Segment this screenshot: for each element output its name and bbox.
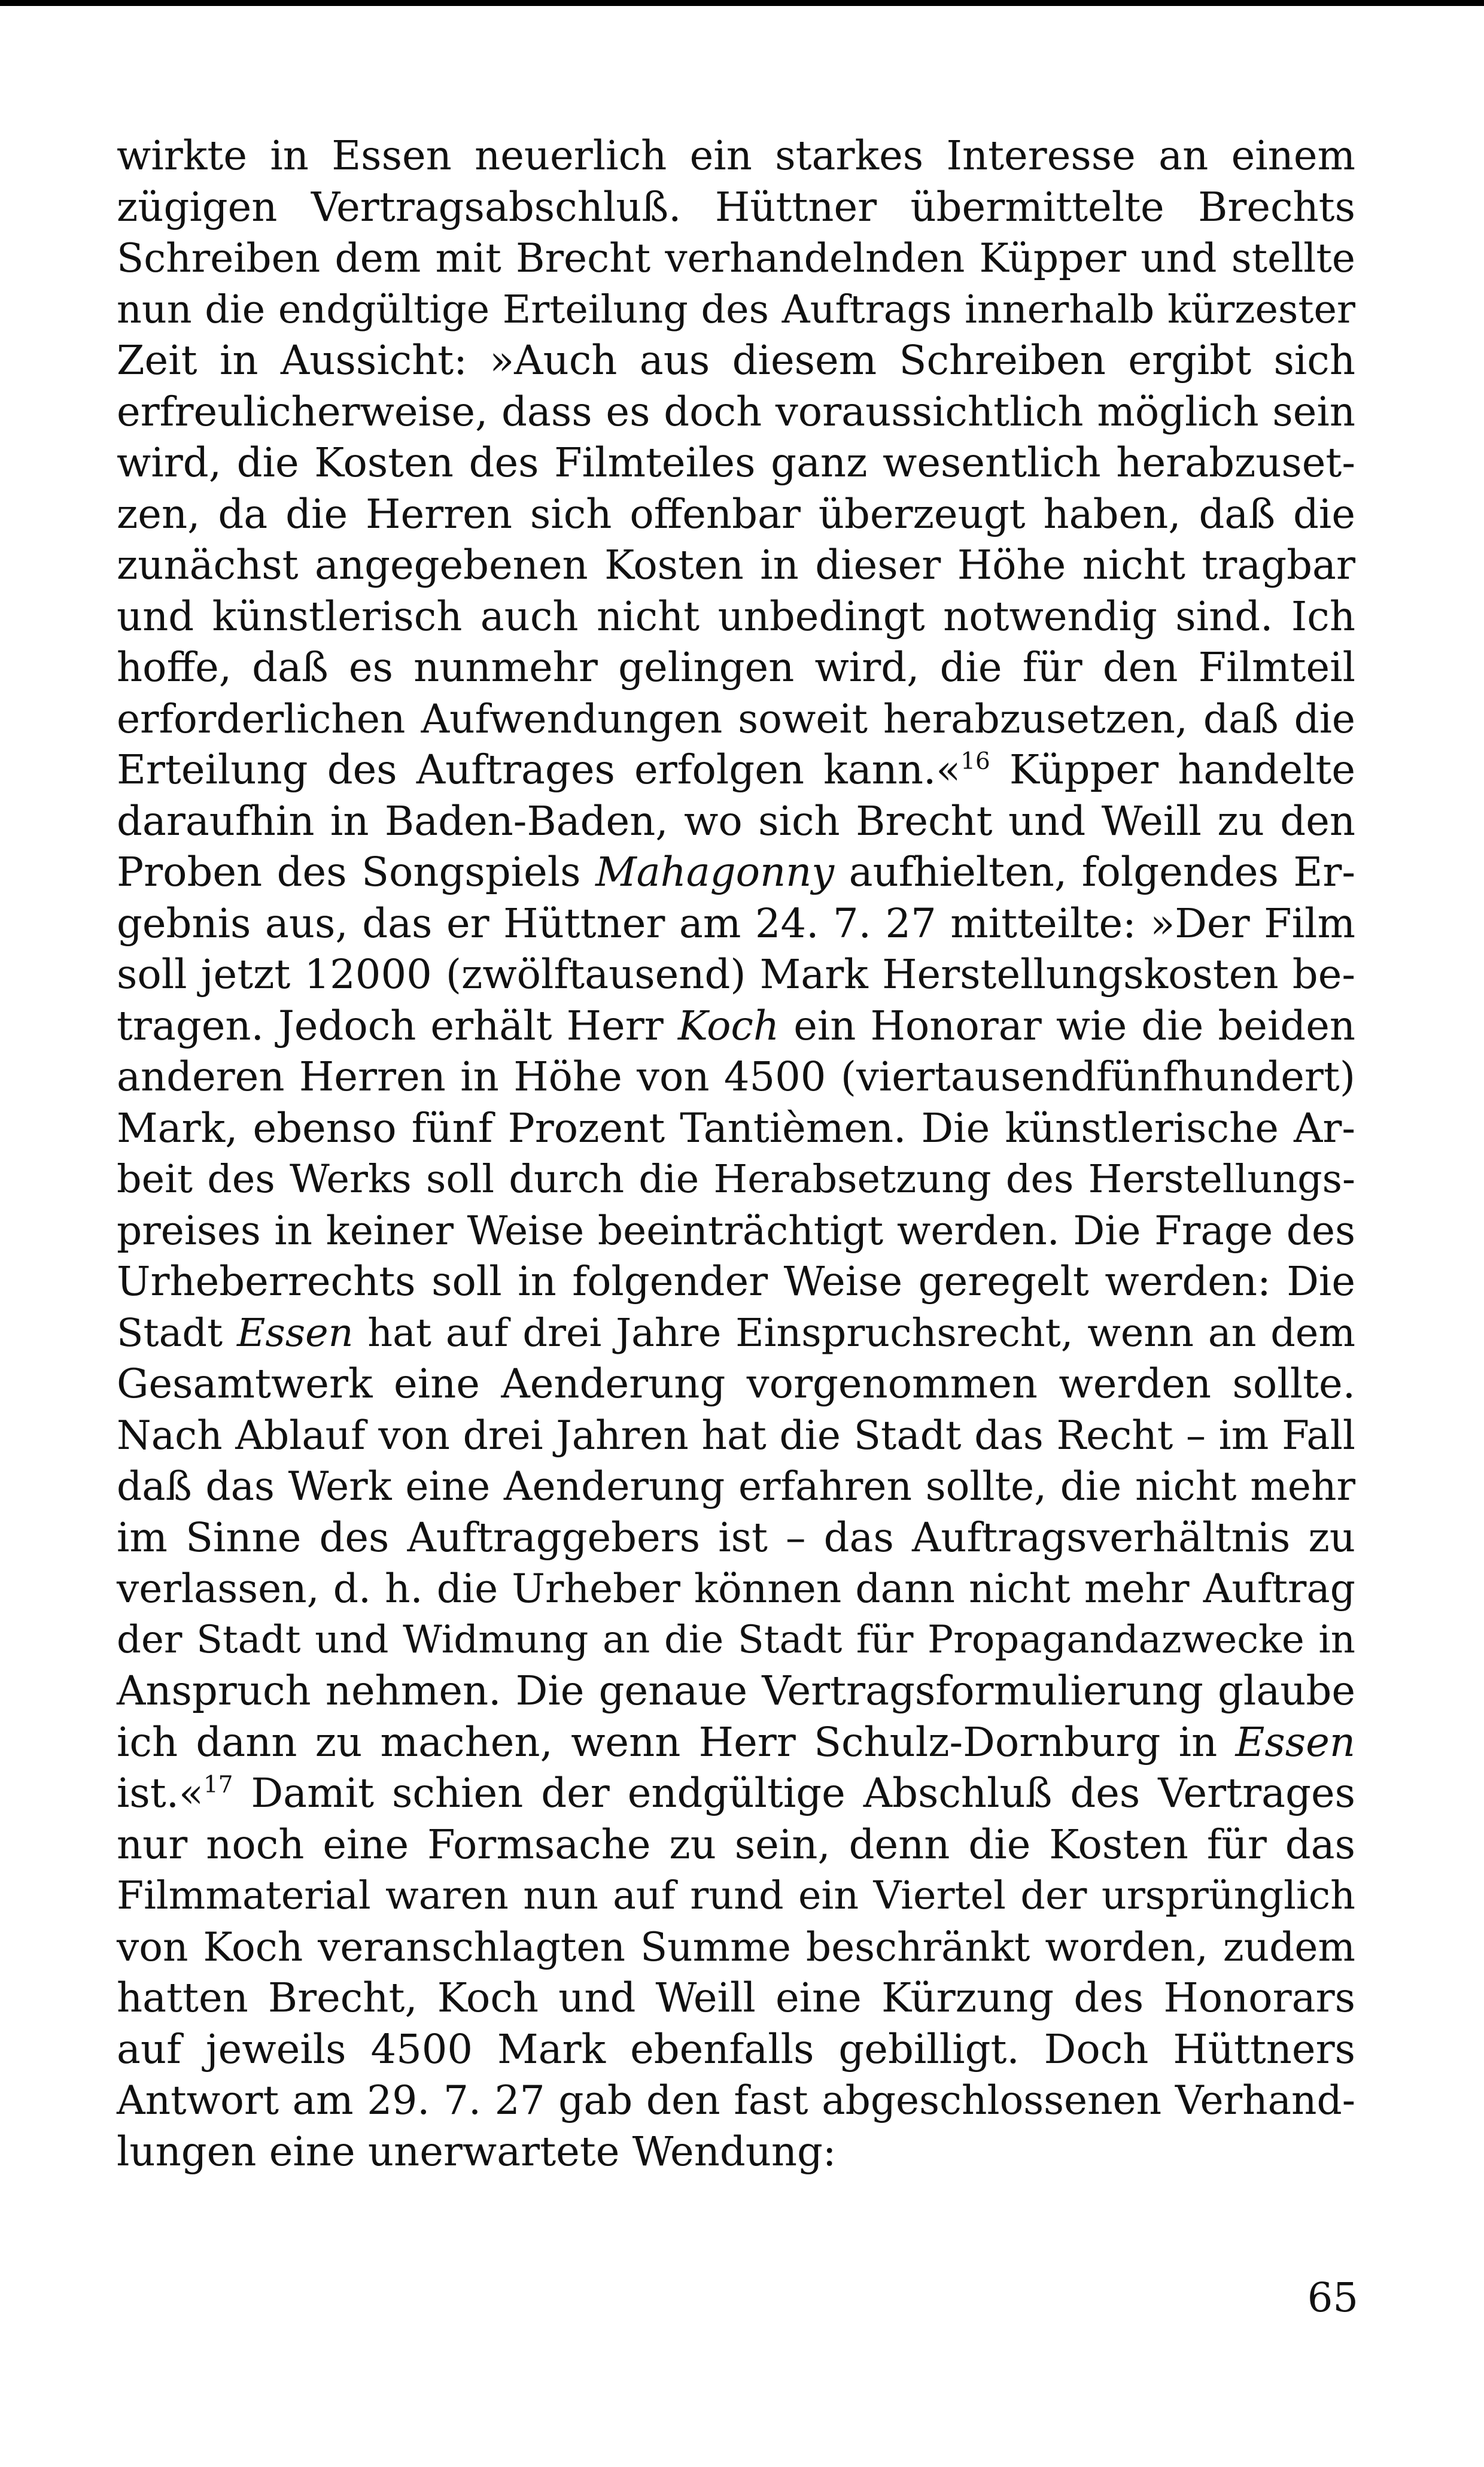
footnote-marker: 16 bbox=[960, 748, 990, 775]
text-segment: hat auf drei Jahre Einspruchsrecht, wenn an dem bbox=[353, 1310, 1356, 1356]
text-segment: Küpper handelte bbox=[990, 746, 1355, 793]
text-line: erfreulicherweise, dass es doch voraussichtlich möglich sein bbox=[117, 388, 1355, 435]
text-line: zen, da die Herren sich offenbar überzeugt haben, daß die bbox=[117, 490, 1355, 537]
text-line: verlassen, d. h. die Urheber können dann nicht mehr Auftrag bbox=[117, 1566, 1355, 1612]
text-line: anderen Herren in Höhe von 4500 (viertausendfünfhundert) bbox=[117, 1053, 1355, 1100]
text-line bbox=[117, 1308, 1355, 1359]
text-line: Gesamtwerk eine Aenderung vorgenommen werden sollte. bbox=[117, 1360, 1355, 1407]
body-text bbox=[117, 130, 1355, 2177]
text-line: wird, die Kosten des Filmteiles ganz wesentlich herabzuset- bbox=[117, 439, 1355, 486]
text-line: nur noch eine Formsache zu sein, denn die Kosten für das bbox=[117, 1821, 1355, 1868]
text-line: Nach Ablauf von drei Jahren hat die Stadt das Recht – im Fall bbox=[117, 1412, 1355, 1459]
text-line: daraufhin in Baden-Baden, wo sich Brecht und Weill zu den bbox=[117, 797, 1355, 844]
text-line: Anspruch nehmen. Die genaue Vertragsformulierung glaube bbox=[117, 1667, 1355, 1714]
text-line bbox=[117, 1717, 1355, 1769]
page-number: 65 bbox=[1307, 2274, 1358, 2321]
text-line: hatten Brecht, Koch und Weill eine Kürzung des Honorars bbox=[117, 1974, 1355, 2021]
text-line: nun die endgültige Erteilung des Auftrags innerhalb kürzester bbox=[117, 287, 1355, 332]
text-segment: ich dann zu machen, wenn Herr Schulz-Dornburg in bbox=[117, 1718, 1236, 1766]
text-line: preises in keiner Weise beeinträchtigt werden. Die Frage des bbox=[117, 1207, 1355, 1254]
text-line bbox=[117, 1768, 1355, 1819]
text-line: erforderlichen Aufwendungen soweit herabzusetzen, daß die bbox=[117, 695, 1355, 742]
text-segment: Erteilung des Auftrages erfolgen kann.« bbox=[117, 746, 961, 793]
text-line bbox=[117, 1001, 1355, 1052]
text-segment: Damit schien der endgültige Abschluß des Vertrages bbox=[233, 1770, 1355, 1816]
text-line: Schreiben dem mit Brecht verhandelnden Küpper und stellte bbox=[117, 235, 1355, 281]
text-line: daß das Werk eine Aenderung erfahren sollte, die nicht mehr bbox=[117, 1463, 1355, 1509]
italic-term: Mahagonny bbox=[595, 849, 835, 895]
text-line: Zeit in Aussicht: »Auch aus diesem Schreiben ergibt sich bbox=[117, 337, 1355, 384]
text-line: Urheberrechts soll in folgender Weise geregelt werden: Die bbox=[117, 1258, 1355, 1305]
text-line: im Sinne des Auftraggebers ist – das Auftragsverhältnis zu bbox=[117, 1514, 1355, 1561]
text-line: soll jetzt 12000 (zwölftausend) Mark Herstellungskosten be- bbox=[117, 951, 1355, 998]
text-line: Antwort am 29. 7. 27 gab den fast abgeschlossenen Verhand- bbox=[117, 2077, 1355, 2123]
text-segment: ist.« bbox=[117, 1770, 204, 1816]
text-line: Filmmaterial waren nun auf rund ein Viertel der ursprünglich bbox=[117, 1873, 1355, 1918]
top-border-rule bbox=[0, 0, 1484, 6]
italic-term: Essen bbox=[236, 1310, 354, 1356]
text-line: beit des Werks soll durch die Herabsetzung des Herstellungs- bbox=[117, 1157, 1355, 1202]
footnote-marker: 17 bbox=[203, 1771, 233, 1798]
text-line: Mark, ebenso fünf Prozent Tantièmen. Die künstlerische Ar- bbox=[117, 1104, 1355, 1152]
italic-term: Koch bbox=[677, 1002, 780, 1049]
text-line: zügigen Vertragsabschluß. Hüttner übermittelte Brechts bbox=[117, 183, 1355, 230]
italic-term: Essen bbox=[1235, 1718, 1355, 1766]
text-line: wirkte in Essen neuerlich ein starkes Interesse an einem bbox=[117, 132, 1355, 179]
text-line bbox=[117, 745, 1355, 796]
text-line: zunächst angegebenen Kosten in dieser Höhe nicht tragbar bbox=[117, 542, 1355, 588]
text-segment: Stadt bbox=[117, 1310, 237, 1356]
text-line: der Stadt und Widmung an die Stadt für Propagandazwecke in bbox=[117, 1617, 1355, 1662]
text-segment: tragen. Jedoch erhält Herr bbox=[117, 1002, 678, 1049]
text-line: auf jeweils 4500 Mark ebenfalls gebilligt. Doch Hüttners bbox=[117, 2025, 1355, 2073]
text-line: lungen eine unerwartete Wendung: bbox=[117, 2128, 837, 2175]
text-line: gebnis aus, das er Hüttner am 24. 7. 27 mitteilte: »Der Film bbox=[117, 900, 1355, 947]
text-line: hoffe, daß es nunmehr gelingen wird, die für den Filmteil bbox=[117, 644, 1355, 691]
text-line: und künstlerisch auch nicht unbedingt notwendig sind. Ich bbox=[117, 593, 1355, 640]
text-segment: aufhielten, folgendes Er- bbox=[834, 849, 1356, 895]
text-line: von Koch veranschlagten Summe beschränkt worden, zudem bbox=[117, 1924, 1355, 1970]
text-segment: Proben des Songspiels bbox=[117, 849, 596, 895]
text-segment: ein Honorar wie die beiden bbox=[779, 1002, 1356, 1049]
text-line bbox=[117, 847, 1355, 898]
